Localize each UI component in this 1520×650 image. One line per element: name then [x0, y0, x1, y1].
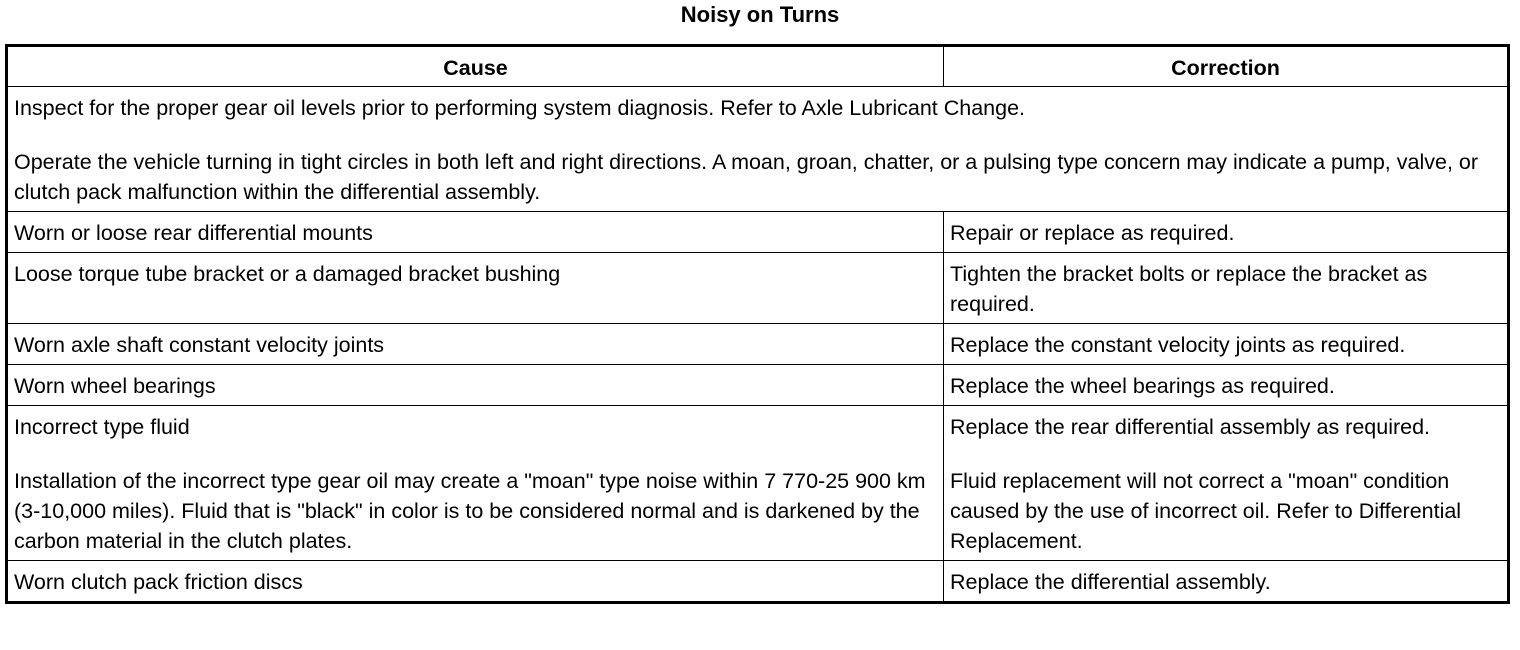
cause-column-header: Cause	[7, 46, 944, 87]
intro-row	[7, 87, 1509, 212]
cause-cell	[7, 406, 944, 561]
correction-cell	[944, 212, 1509, 253]
table-row	[7, 324, 1509, 365]
cause-text: Loose torque tube bracket or a damaged bracket bushing	[14, 262, 561, 286]
cause-detail-text: Installation of the incorrect type gear oil may create a "moan" type noise within 7 770-25 900 km (3-10,000 miles). Fluid that is "black" in color is to be considered normal and is darkened by the carbon material in the clutch plates.	[14, 469, 926, 553]
correction-column-header: Correction	[944, 46, 1509, 87]
table-header-row	[7, 46, 1509, 87]
intro-cell	[7, 87, 1509, 212]
intro-paragraph: Inspect for the proper gear oil levels prior to performing system diagnosis. Refer to Axle Lubricant Change.	[14, 96, 1026, 120]
correction-cell	[944, 324, 1509, 365]
correction-detail-text: Fluid replacement will not correct a "moan" condition caused by the use of incorrect oil. Refer to Differential Replacement.	[950, 469, 1462, 553]
table-row	[7, 406, 1509, 561]
correction-text: Replace the rear differential assembly as required.	[950, 415, 1431, 439]
correction-cell	[944, 365, 1509, 406]
table-row	[7, 212, 1509, 253]
table-row	[7, 253, 1509, 324]
cause-cell	[7, 253, 944, 324]
cause-cell	[7, 212, 944, 253]
cause-text: Worn or loose rear differential mounts	[14, 221, 373, 245]
cause-text: Incorrect type fluid	[14, 415, 190, 439]
correction-text: Repair or replace as required.	[950, 221, 1235, 245]
intro-paragraph: Operate the vehicle turning in tight circles in both left and right directions. A moan, groan, chatter, or a pulsing type concern may indicate a pump, valve, or clutch pack malfunction within the differential assembly.	[14, 150, 1479, 204]
correction-text: Tighten the bracket bolts or replace the bracket as required.	[950, 262, 1428, 316]
cause-cell	[7, 324, 944, 365]
diagnosis-table	[5, 44, 1510, 604]
cause-text: Worn clutch pack friction discs	[14, 570, 303, 594]
cause-text: Worn wheel bearings	[14, 374, 216, 398]
cause-cell	[7, 365, 944, 406]
table-row	[7, 365, 1509, 406]
correction-cell	[944, 561, 1509, 603]
table-row	[7, 561, 1509, 603]
correction-text: Replace the wheel bearings as required.	[950, 374, 1335, 398]
cause-cell	[7, 561, 944, 603]
correction-cell	[944, 253, 1509, 324]
page-title: Noisy on Turns	[680, 2, 840, 27]
correction-text: Replace the differential assembly.	[950, 570, 1271, 594]
correction-cell	[944, 406, 1509, 561]
correction-text: Replace the constant velocity joints as required.	[950, 333, 1406, 357]
cause-text: Worn axle shaft constant velocity joints	[14, 333, 385, 357]
